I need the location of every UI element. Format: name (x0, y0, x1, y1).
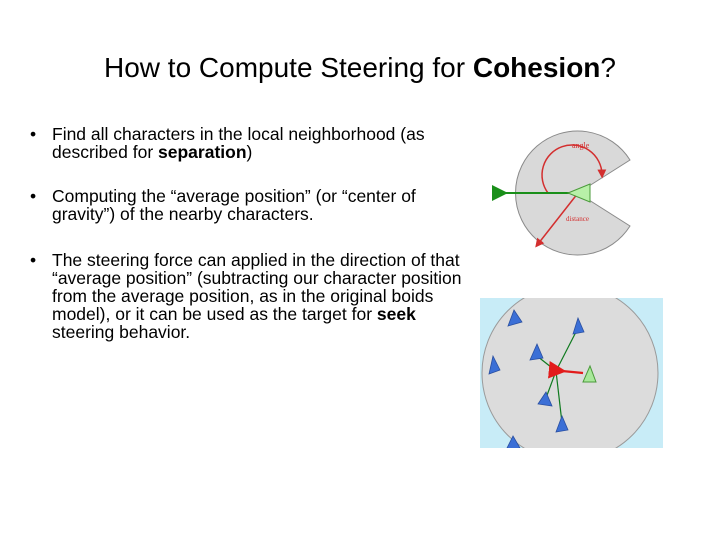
bullet-dot: • (30, 186, 37, 206)
bullet-list (30, 125, 470, 365)
bullet-bold: separation (158, 142, 247, 162)
slide-title (0, 50, 720, 86)
bullet-item (30, 187, 470, 223)
distance-label: distance (566, 215, 589, 223)
bullet-text-end: steering behavior. (52, 322, 191, 342)
bullet-bold: seek (376, 304, 416, 324)
bullet-dot: • (30, 250, 37, 270)
bullet-text: Find all characters in the local neighborhood (as described for (52, 124, 425, 162)
neighborhood-figure (490, 118, 665, 263)
title-suffix: ? (600, 52, 616, 83)
bullet-item (30, 125, 470, 161)
bullet-text-end: ) (246, 142, 253, 162)
bullet-item (30, 251, 470, 341)
angle-label: angle (572, 141, 590, 150)
title-text: How to Compute Steering for (104, 52, 473, 83)
bullet-dot: • (30, 124, 37, 144)
bullet-text: The steering force can applied in the direction of that “average position” (subtracting our character position from the average position, as in the original boids model), or it can be used as the target for (52, 250, 462, 324)
neighborhood-circle (482, 298, 658, 448)
title-emphasis: Cohesion (472, 52, 601, 83)
cohesion-figure (480, 298, 663, 448)
center-of-mass (554, 369, 559, 374)
bullet-text: Computing the “average position” (or “center of gravity”) of the nearby characters. (52, 186, 416, 224)
